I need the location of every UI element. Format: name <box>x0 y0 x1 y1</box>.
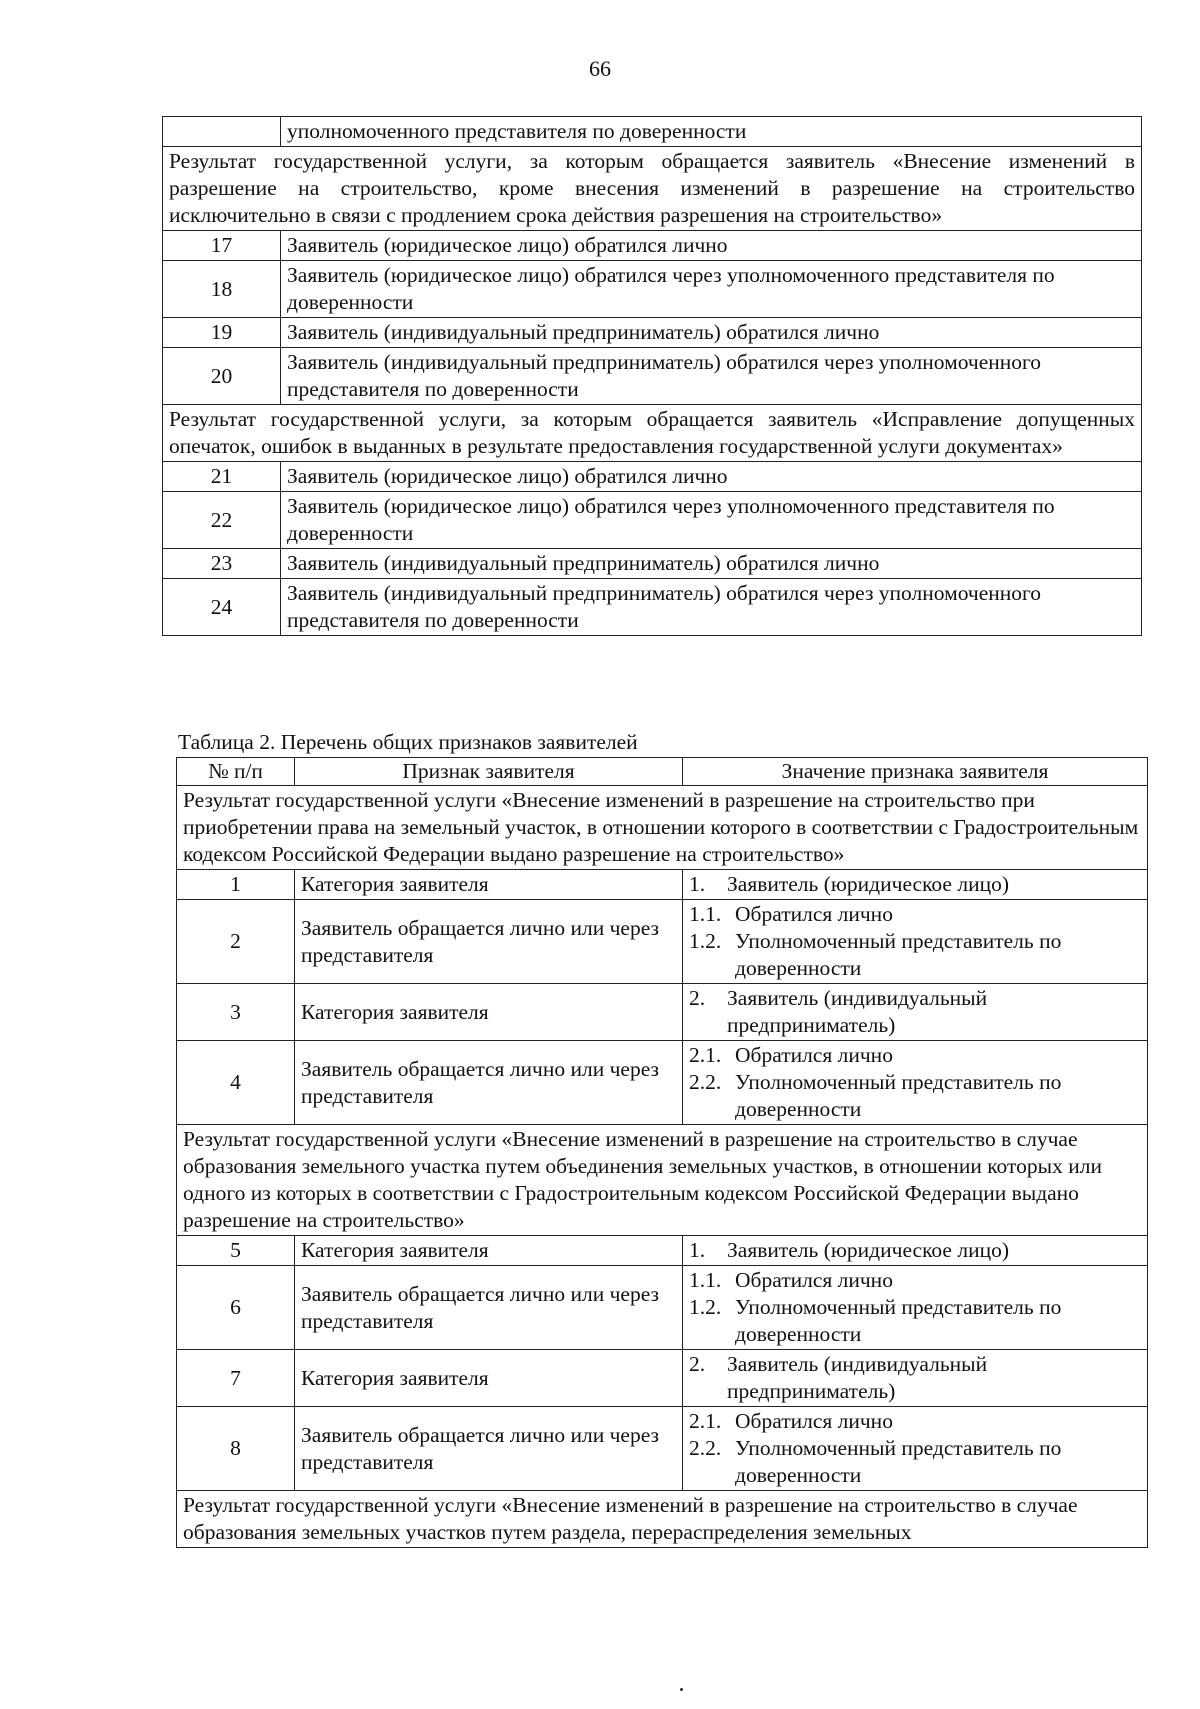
value-list <box>689 1351 1141 1405</box>
page-number: 66 <box>589 56 611 81</box>
section-heading: Результат государственной услуги «Внесение изменений в разрешение на строительство при приобретении права на земельный участок, в отношении которого в соответствии с Градостроительным кодексом Российской Федерации выдано разрешение на строительство» <box>177 786 1148 870</box>
value-marker: 1. <box>689 1238 706 1262</box>
sign-cell: Заявитель обращается лично или через представителя <box>295 1407 683 1491</box>
value-marker: 2. <box>689 1352 706 1376</box>
row-number: 8 <box>177 1407 295 1491</box>
value-text: Заявитель (юридическое лицо) <box>727 872 1009 896</box>
value-cell <box>683 1266 1148 1350</box>
value-item <box>689 1408 1141 1435</box>
table-row <box>163 348 1142 405</box>
row-number: 17 <box>163 231 281 261</box>
table-row <box>177 870 1148 900</box>
value-item <box>689 1267 1141 1294</box>
value-cell <box>683 1350 1148 1407</box>
sign-cell: Заявитель обращается лично или через представителя <box>295 900 683 984</box>
value-marker: 2. <box>689 986 706 1010</box>
value-text: Заявитель (юридическое лицо) <box>727 1238 1009 1262</box>
table-row <box>177 1407 1148 1491</box>
value-item <box>689 1435 1141 1489</box>
row-number <box>163 117 281 147</box>
table-row <box>163 549 1142 579</box>
value-marker: 2.2. <box>689 1436 722 1460</box>
applicant-common-signs-table <box>176 757 1148 1548</box>
applicant-variants-table-continued <box>162 116 1142 636</box>
row-number: 21 <box>163 462 281 492</box>
row-text: Заявитель (юридическое лицо) обратился лично <box>281 231 1142 261</box>
value-marker: 1. <box>689 872 706 896</box>
value-text: Обратился лично <box>735 1268 893 1292</box>
value-cell <box>683 1236 1148 1266</box>
row-text: Заявитель (юридическое лицо) обратился через уполномоченного представителя по доверенности <box>281 261 1142 318</box>
value-cell <box>683 1407 1148 1491</box>
row-number: 1 <box>177 870 295 900</box>
value-text: Обратился лично <box>735 1043 893 1067</box>
header-sign: Признак заявителя <box>295 758 683 786</box>
value-item <box>689 1042 1141 1069</box>
row-number: 5 <box>177 1236 295 1266</box>
section-heading-row <box>177 1125 1148 1236</box>
header-value: Значение признака заявителя <box>683 758 1148 786</box>
table-row <box>163 579 1142 636</box>
table-row <box>163 261 1142 318</box>
value-list <box>689 871 1141 898</box>
value-marker: 2.1. <box>689 1043 722 1067</box>
row-number: 20 <box>163 348 281 405</box>
header-num: № п/п <box>177 758 295 786</box>
row-text: Заявитель (индивидуальный предприниматель) обратился через уполномоченного представителя по доверенности <box>281 579 1142 636</box>
value-item <box>689 901 1141 928</box>
row-number: 4 <box>177 1041 295 1125</box>
table-row <box>163 492 1142 549</box>
table-row <box>163 462 1142 492</box>
scan-dot <box>680 1688 683 1691</box>
value-text: Уполномоченный представитель по доверенности <box>735 929 1062 980</box>
sign-cell: Категория заявителя <box>295 870 683 900</box>
value-marker: 2.1. <box>689 1409 722 1433</box>
section-heading-row <box>177 786 1148 870</box>
value-text: Обратился лично <box>735 902 893 926</box>
row-number: 2 <box>177 900 295 984</box>
value-text: Уполномоченный представитель по доверенности <box>735 1070 1062 1121</box>
row-number: 18 <box>163 261 281 318</box>
row-number: 22 <box>163 492 281 549</box>
table-row <box>177 900 1148 984</box>
row-number: 23 <box>163 549 281 579</box>
value-cell <box>683 1041 1148 1125</box>
table-row <box>177 1041 1148 1125</box>
section-heading: Результат государственной услуги, за которым обращается заявитель «Исправление допущенных опечаток, ошибок в выданных в результате предоставления государственной услуги документах» <box>163 405 1142 462</box>
table-header-row <box>177 758 1148 786</box>
value-item <box>689 1294 1141 1348</box>
sign-cell: Категория заявителя <box>295 984 683 1041</box>
section-heading-row <box>177 1491 1148 1548</box>
row-number: 24 <box>163 579 281 636</box>
value-marker: 2.2. <box>689 1070 722 1094</box>
section-heading: Результат государственной услуги, за которым обращается заявитель «Внесение изменений в разрешение на строительство, кроме внесения изменений в разрешение на строительство исключительно в связи с продлением срока действия разрешения на строительство» <box>163 147 1142 231</box>
value-cell <box>683 900 1148 984</box>
value-list <box>689 1408 1141 1489</box>
value-item <box>689 985 1141 1039</box>
table-row <box>177 1236 1148 1266</box>
table-row <box>177 1266 1148 1350</box>
value-item <box>689 1069 1141 1123</box>
table-row <box>177 1350 1148 1407</box>
value-cell <box>683 870 1148 900</box>
sign-cell: Заявитель обращается лично или через представителя <box>295 1041 683 1125</box>
table-row <box>163 231 1142 261</box>
value-item <box>689 871 1141 898</box>
table-row <box>163 318 1142 348</box>
section-heading: Результат государственной услуги «Внесение изменений в разрешение на строительство в случае образования земельных участков путем раздела, перераспределения земельных <box>177 1491 1148 1548</box>
value-list <box>689 1237 1141 1264</box>
value-text: Заявитель (индивидуальный предприниматель) <box>727 986 988 1037</box>
value-marker: 1.1. <box>689 902 722 926</box>
section-heading: Результат государственной услуги «Внесение изменений в разрешение на строительство в случае образования земельного участка путем объединения земельных участков, в отношении которых или одного из которых в соответствии с Градостроительным кодексом Российской Федерации выдано разрешение на строительство» <box>177 1125 1148 1236</box>
value-text: Обратился лично <box>735 1409 893 1433</box>
value-marker: 1.2. <box>689 929 722 953</box>
value-text: Уполномоченный представитель по доверенности <box>735 1295 1062 1346</box>
row-text: Заявитель (индивидуальный предприниматель) обратился лично <box>281 549 1142 579</box>
sign-cell: Категория заявителя <box>295 1350 683 1407</box>
value-list <box>689 985 1141 1039</box>
table-2-caption: Таблица 2. Перечень общих признаков заявителей <box>178 730 638 754</box>
value-text: Заявитель (индивидуальный предприниматель) <box>727 1352 988 1403</box>
value-cell <box>683 984 1148 1041</box>
value-item <box>689 928 1141 982</box>
row-text: уполномоченного представителя по доверенности <box>281 117 1142 147</box>
row-number: 19 <box>163 318 281 348</box>
sign-cell: Категория заявителя <box>295 1236 683 1266</box>
table-row <box>177 984 1148 1041</box>
row-number: 7 <box>177 1350 295 1407</box>
value-item <box>689 1351 1141 1405</box>
section-heading-row <box>163 147 1142 231</box>
value-list <box>689 1042 1141 1123</box>
value-list <box>689 1267 1141 1348</box>
row-number: 6 <box>177 1266 295 1350</box>
section-heading-row <box>163 405 1142 462</box>
table-row <box>163 117 1142 147</box>
row-text: Заявитель (индивидуальный предприниматель) обратился лично <box>281 318 1142 348</box>
row-number: 3 <box>177 984 295 1041</box>
row-text: Заявитель (индивидуальный предприниматель) обратился через уполномоченного представителя по доверенности <box>281 348 1142 405</box>
value-text: Уполномоченный представитель по доверенности <box>735 1436 1062 1487</box>
value-list <box>689 901 1141 982</box>
value-marker: 1.1. <box>689 1268 722 1292</box>
value-marker: 1.2. <box>689 1295 722 1319</box>
row-text: Заявитель (юридическое лицо) обратился через уполномоченного представителя по доверенности <box>281 492 1142 549</box>
row-text: Заявитель (юридическое лицо) обратился лично <box>281 462 1142 492</box>
sign-cell: Заявитель обращается лично или через представителя <box>295 1266 683 1350</box>
value-item <box>689 1237 1141 1264</box>
